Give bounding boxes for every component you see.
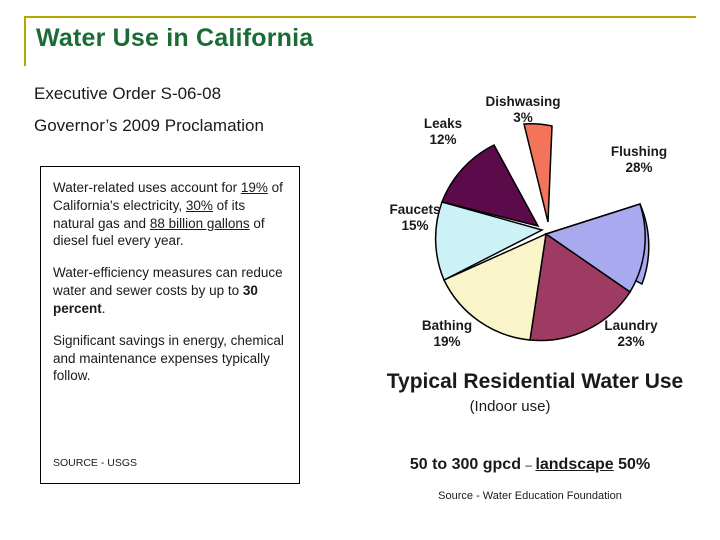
gpcd-landscape: landscape	[535, 456, 614, 473]
fact1-text1: Water-related uses account for	[53, 180, 241, 195]
fact1-text4: of diesel fuel every year.	[53, 215, 265, 249]
fact1-underline-30: 30%	[185, 197, 213, 213]
pie-label-flushing	[594, 144, 684, 176]
page-title: Water Use in California	[36, 24, 314, 52]
gpcd-dash: –	[525, 458, 536, 472]
fact1-underline-19: 19%	[240, 180, 268, 195]
pie-label-dishwasing-value: 3%	[513, 109, 533, 125]
gpcd-prefix: 50 to 300 gpcd	[409, 456, 526, 473]
pie-label-leaks	[408, 116, 478, 148]
pie-label-dishwasing	[468, 94, 578, 126]
fact1-text3: of its natural gas and	[53, 197, 246, 231]
chart-title: Typical Residential Water Use	[386, 370, 684, 393]
pie-chart	[370, 96, 710, 386]
facts-textbox	[40, 166, 300, 484]
pie-label-laundry-value: 23%	[617, 333, 645, 349]
pie-label-bathing	[402, 318, 492, 350]
pie-label-faucets-name: Faucets	[389, 202, 441, 217]
fact2-text2: .	[101, 300, 106, 316]
fact-paragraph-3: Significant savings in energy, chemical and maintenance expenses typically follow.	[53, 332, 284, 384]
gpcd-suffix: 50%	[613, 456, 651, 473]
pie-label-flushing-value: 28%	[625, 159, 653, 175]
pie-label-flushing-name: Flushing	[610, 144, 668, 159]
fact1-text2: of California's electricity,	[53, 180, 283, 213]
pie-label-bathing-value: 19%	[433, 333, 461, 349]
fact-paragraph-1	[53, 179, 289, 250]
textbox-source: SOURCE - USGS	[53, 457, 138, 469]
pie-label-faucets-value: 15%	[401, 217, 429, 233]
fact-paragraph-2	[53, 264, 289, 317]
pie-label-dishwasing-name: Dishwasing	[485, 94, 561, 109]
pie-label-leaks-value: 12%	[429, 131, 457, 147]
pie-label-laundry	[586, 318, 676, 350]
pie-label-faucets	[370, 202, 460, 234]
subheading-executive-order: Executive Order S-06-08	[34, 84, 222, 103]
pie-label-leaks-name: Leaks	[423, 116, 463, 131]
fact2-bold-30percent: 30 percent	[53, 283, 258, 316]
pie-label-bathing-name: Bathing	[421, 318, 473, 333]
subheading-proclamation: Governor’s 2009 Proclamation	[34, 116, 264, 135]
gpcd-note	[340, 456, 720, 474]
chart-source: Source - Water Education Foundation	[438, 490, 622, 502]
fact1-underline-gallons: 88 billion gallons	[149, 215, 250, 231]
pie-label-laundry-name: Laundry	[604, 318, 658, 333]
fact2-text1: Water-efficiency measures can reduce water and sewer costs by up to	[53, 265, 283, 299]
chart-subtitle: (Indoor use)	[469, 398, 551, 415]
